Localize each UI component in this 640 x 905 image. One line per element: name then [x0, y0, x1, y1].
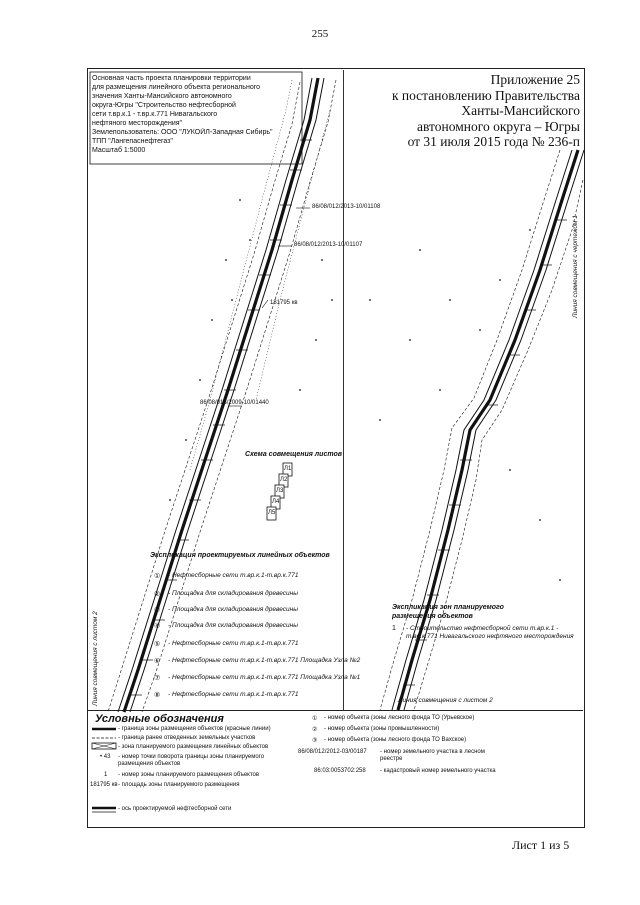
legend-text: - номер земельного участка в лесном реестре — [380, 749, 485, 762]
area-label: 181795 кв — [270, 300, 298, 306]
page-number: 255 — [311, 28, 329, 40]
scheme-title: Схема совмещения листов — [245, 451, 342, 458]
title-line: нефтяного месторождения" — [92, 120, 183, 127]
legend-text: - площадь зоны планируемого размещения — [118, 782, 240, 788]
appendix-line: Ханты-Мансийского — [461, 103, 580, 118]
left-corridor — [108, 78, 336, 712]
title-line: Основная часть проекта планировки территории — [92, 75, 251, 82]
legend-symbol: 1 — [104, 772, 108, 778]
explication-num: ③ — [154, 607, 161, 614]
explication-text: - Площадка для складирования древесины — [168, 590, 299, 597]
legend-text: - кадастровый номер земельного участка — [380, 768, 496, 774]
title-line: ТПП "Лангепаснефтегаз" — [92, 138, 173, 145]
explication-linear-title: Экспликация проектируемых линейных объектов — [150, 552, 330, 559]
legend-text: - зона планируемого размещения линейных объектов — [118, 744, 269, 750]
title-line: округа-Югры "Строительство нефтесборной — [92, 102, 236, 109]
explication-text: - Нефтесборные сети т.вр.к.1-т.вр.к.771 Площадка Узла №1 — [168, 674, 361, 681]
title-block — [92, 74, 297, 155]
legend-text: - номер объекта (зоны лесного фонда ТО Вахское) — [324, 737, 467, 743]
legend-symbol: ① — [312, 716, 318, 722]
explication-zones-title: Экспликация зон планируемого размещения объектов — [392, 604, 504, 620]
cadastral-label: 86/08/016/2009-10/01440 — [200, 400, 269, 406]
explication-text: - Нефтесборные сети т.вр.к.1-т.вр.к.771 — [168, 691, 299, 698]
scheme-sheet-label: Л4 — [272, 499, 280, 505]
legend-symbol: ② — [312, 727, 318, 733]
explication-num: ④ — [154, 623, 161, 630]
legend-text: - граница зоны размещения объектов (красные линии) — [118, 726, 271, 732]
appendix-line: к постановлению Правительства — [391, 87, 580, 103]
zone-num: 1 — [392, 625, 396, 632]
zone-text: - Строительство нефтесборной сети т.вр.к.1 - т.вр.к.771 Нивагальского нефтяного месторождения — [406, 625, 574, 640]
explication-text: - Площадка для складирования древесины — [168, 622, 299, 629]
explication-num: ⑧ — [154, 692, 161, 699]
legend-symbol: • 43 — [100, 754, 111, 760]
legend-text: - ось проектируемой нефтесборной сети — [118, 806, 232, 812]
title-line: для размещения линейного объекта регионального — [92, 84, 260, 91]
scheme-sheet-label: Л2 — [280, 477, 288, 483]
appendix-heading — [390, 72, 580, 150]
explication-text: - Нефтесборные сети т.вр.к.1-т.вр.к.771 — [168, 640, 299, 647]
title-line: Землепользователь: ООО "ЛУКОЙЛ-Западная Сибирь" — [92, 129, 273, 136]
legend-text: - граница ранее отведенных земельных участков — [118, 735, 256, 741]
legend-text: - номер точки поворота границы зоны планируемого размещения объектов — [118, 754, 265, 767]
appendix-line: от 31 июля 2015 года № 236-п — [407, 134, 580, 149]
legend-title: Условные обозначения — [95, 713, 224, 725]
side-label-right: Линия совмещения с чертежом 1 — [572, 215, 579, 318]
appendix-line: автономного округа – Югры — [417, 118, 580, 134]
scheme-sheet-label: Л1 — [284, 466, 292, 472]
appendix-line: Приложение 25 — [490, 72, 580, 87]
cadastral-label: 86/08/012/2013-10/01107 — [294, 242, 363, 248]
explication-num: ⑦ — [154, 675, 161, 682]
legend-symbol: 86:03:0053702:258 — [314, 768, 366, 774]
explication-num: ⑤ — [154, 641, 161, 648]
title-line: значения Ханты-Мансийского автономного — [92, 93, 232, 100]
explication-text: - Нефтесборные сети т.вр.к.1-т.вр.к.771 Площадка Узла №2 — [168, 657, 361, 664]
legend-text: - номер зоны планируемого размещения объектов — [118, 772, 260, 778]
legend-text: - номер объекта (зоны лесного фонда ТО (Урьевское) — [324, 715, 475, 721]
legend-symbol: 86/08/012/2012-03/00187 — [298, 749, 367, 755]
legend-symbol: 181795 кв — [90, 782, 118, 788]
explication-num: ① — [154, 573, 161, 580]
title-line: сети т.вр.к.1 - т.вр.к.771 Нивагальского — [92, 111, 218, 118]
legend-text: - номер объекта (зоны промышленности) — [324, 726, 440, 732]
scheme-sheet-label: Л5 — [268, 510, 276, 516]
title-line: Масштаб 1:5000 — [92, 147, 146, 154]
cadastral-label: 86/08/012/2013-10/01108 — [312, 204, 381, 210]
explication-num: ② — [154, 591, 161, 598]
side-label-left: Линия совмещения с листом 2 — [92, 611, 99, 706]
explication-text: - Нефтесборные сети т.вр.к.1-т.вр.к.771 — [168, 572, 299, 579]
explication-text: - Площадка для складирования древесины — [168, 606, 299, 613]
scheme-sheet-label: Л3 — [276, 488, 284, 494]
legend-symbols — [92, 729, 116, 812]
sheet-label: Лист 1 из 5 — [512, 838, 570, 852]
side-label-bottom: Линия совмещения с листом 2 — [398, 697, 493, 704]
legend-symbol: ③ — [312, 738, 318, 744]
explication-num: ⑥ — [154, 658, 161, 665]
